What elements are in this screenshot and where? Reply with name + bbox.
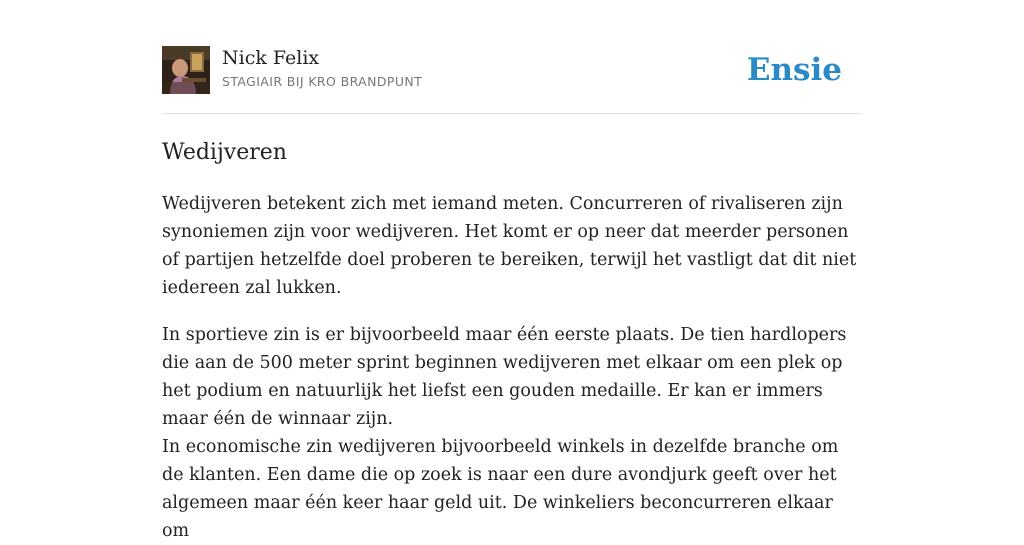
article-paragraph: Wedijveren betekent zich met iemand meten. Concurreren of rivaliseren zijn synoniemen zijn voor wedijveren. Het komt er op neer dat meerder personen of partijen hetzelfde doel proberen te bereiken, terwijl het vastligt dat dit niet iedereen zal lukken. (162, 194, 857, 298)
article-paragraph: In economische zin wedijveren bijvoorbeeld winkels in dezelfde branche om de klanten. Een dame die op zoek is naar een dure avondjurk geeft over het algemeen maar één keer haar geld uit. De winkeliers beconcurreren elkaar om (162, 437, 839, 541)
avatar-photo (162, 46, 210, 94)
author-name[interactable]: Nick Felix (222, 47, 320, 69)
article-paragraph: In sportieve zin is er bijvoorbeeld maar één eerste plaats. De tien hardlopers die aan de 500 meter sprint beginnen wedijveren met elkaar om een plek op het podium en natuurlijk het liefst een gouden medaille. Er kan er immers maar één de winnaar zijn. (162, 325, 847, 429)
header-divider (162, 113, 862, 114)
article-title: Wedijveren (162, 140, 287, 165)
article-content (162, 136, 862, 545)
author-header (162, 46, 862, 96)
author-role: STAGIAIR BIJ KRO BRANDPUNT (222, 74, 423, 89)
ensie-logo[interactable]: Ensie (746, 52, 842, 88)
author-avatar[interactable] (162, 46, 210, 94)
